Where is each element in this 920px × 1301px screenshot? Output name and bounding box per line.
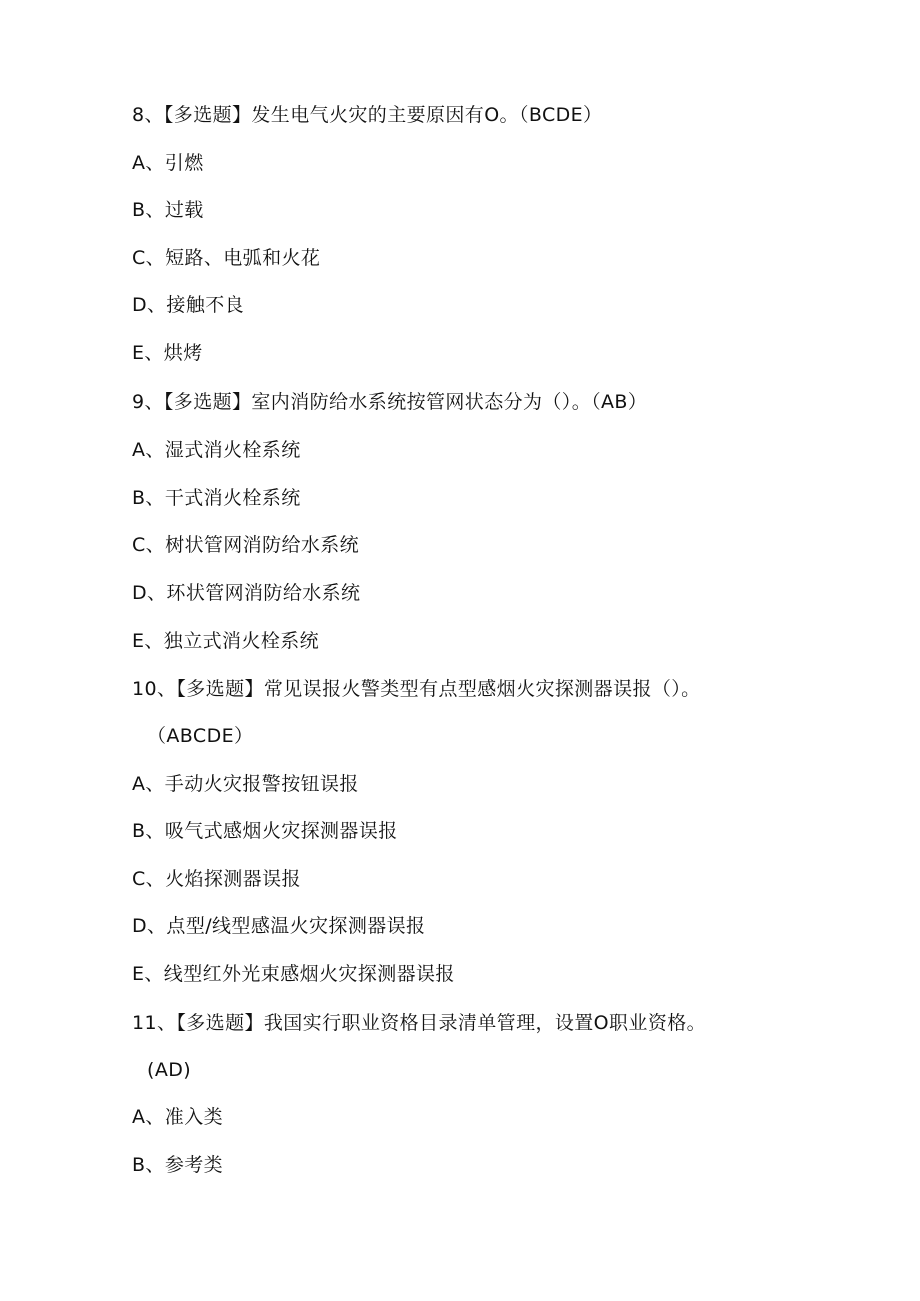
question-9-option-c: C、树状管网消防给水系统 [132,534,360,556]
question-8-option-a: A、引燃 [132,152,204,174]
question-10-option-b: B、吸气式感烟火灾探测器误报 [132,820,398,842]
question-9-option-b: B、干式消火栓系统 [132,487,301,509]
question-11-option-b: B、参考类 [132,1154,224,1176]
question-8-option-e: E、烘烤 [132,342,203,364]
question-10-answer: （ABCDE） [147,725,254,747]
question-8-option-b: B、过载 [132,199,204,221]
question-8-option-c: C、短路、电弧和火花 [132,247,321,269]
question-11-answer: (AD) [147,1059,192,1081]
question-8-option-d: D、接触不良 [132,294,245,316]
question-11-header: 11、【多选题】我国实行职业资格目录清单管理，设置O职业资格。 [132,1012,707,1034]
question-9-option-a: A、湿式消火栓系统 [132,439,301,461]
question-9-option-e: E、独立式消火栓系统 [132,630,320,652]
question-10-option-e: E、线型红外光束感烟火灾探测器误报 [132,963,455,985]
question-9-header: 9、【多选题】室内消防给水系统按管网状态分为（）。（AB） [132,391,648,413]
question-10-option-c: C、火焰探测器误报 [132,868,301,890]
question-11-option-a: A、准入类 [132,1106,223,1128]
question-9-option-d: D、环状管网消防给水系统 [132,582,361,604]
question-10-option-d: D、点型/线型感温火灾探测器误报 [132,915,426,937]
question-8-header: 8、【多选题】发生电气火灾的主要原因有O。（BCDE） [132,104,603,126]
question-10-header: 10、【多选题】常见误报火警类型有点型感烟火灾探测器误报（）。 [132,678,701,700]
question-10-option-a: A、手动火灾报警按钮误报 [132,773,359,795]
